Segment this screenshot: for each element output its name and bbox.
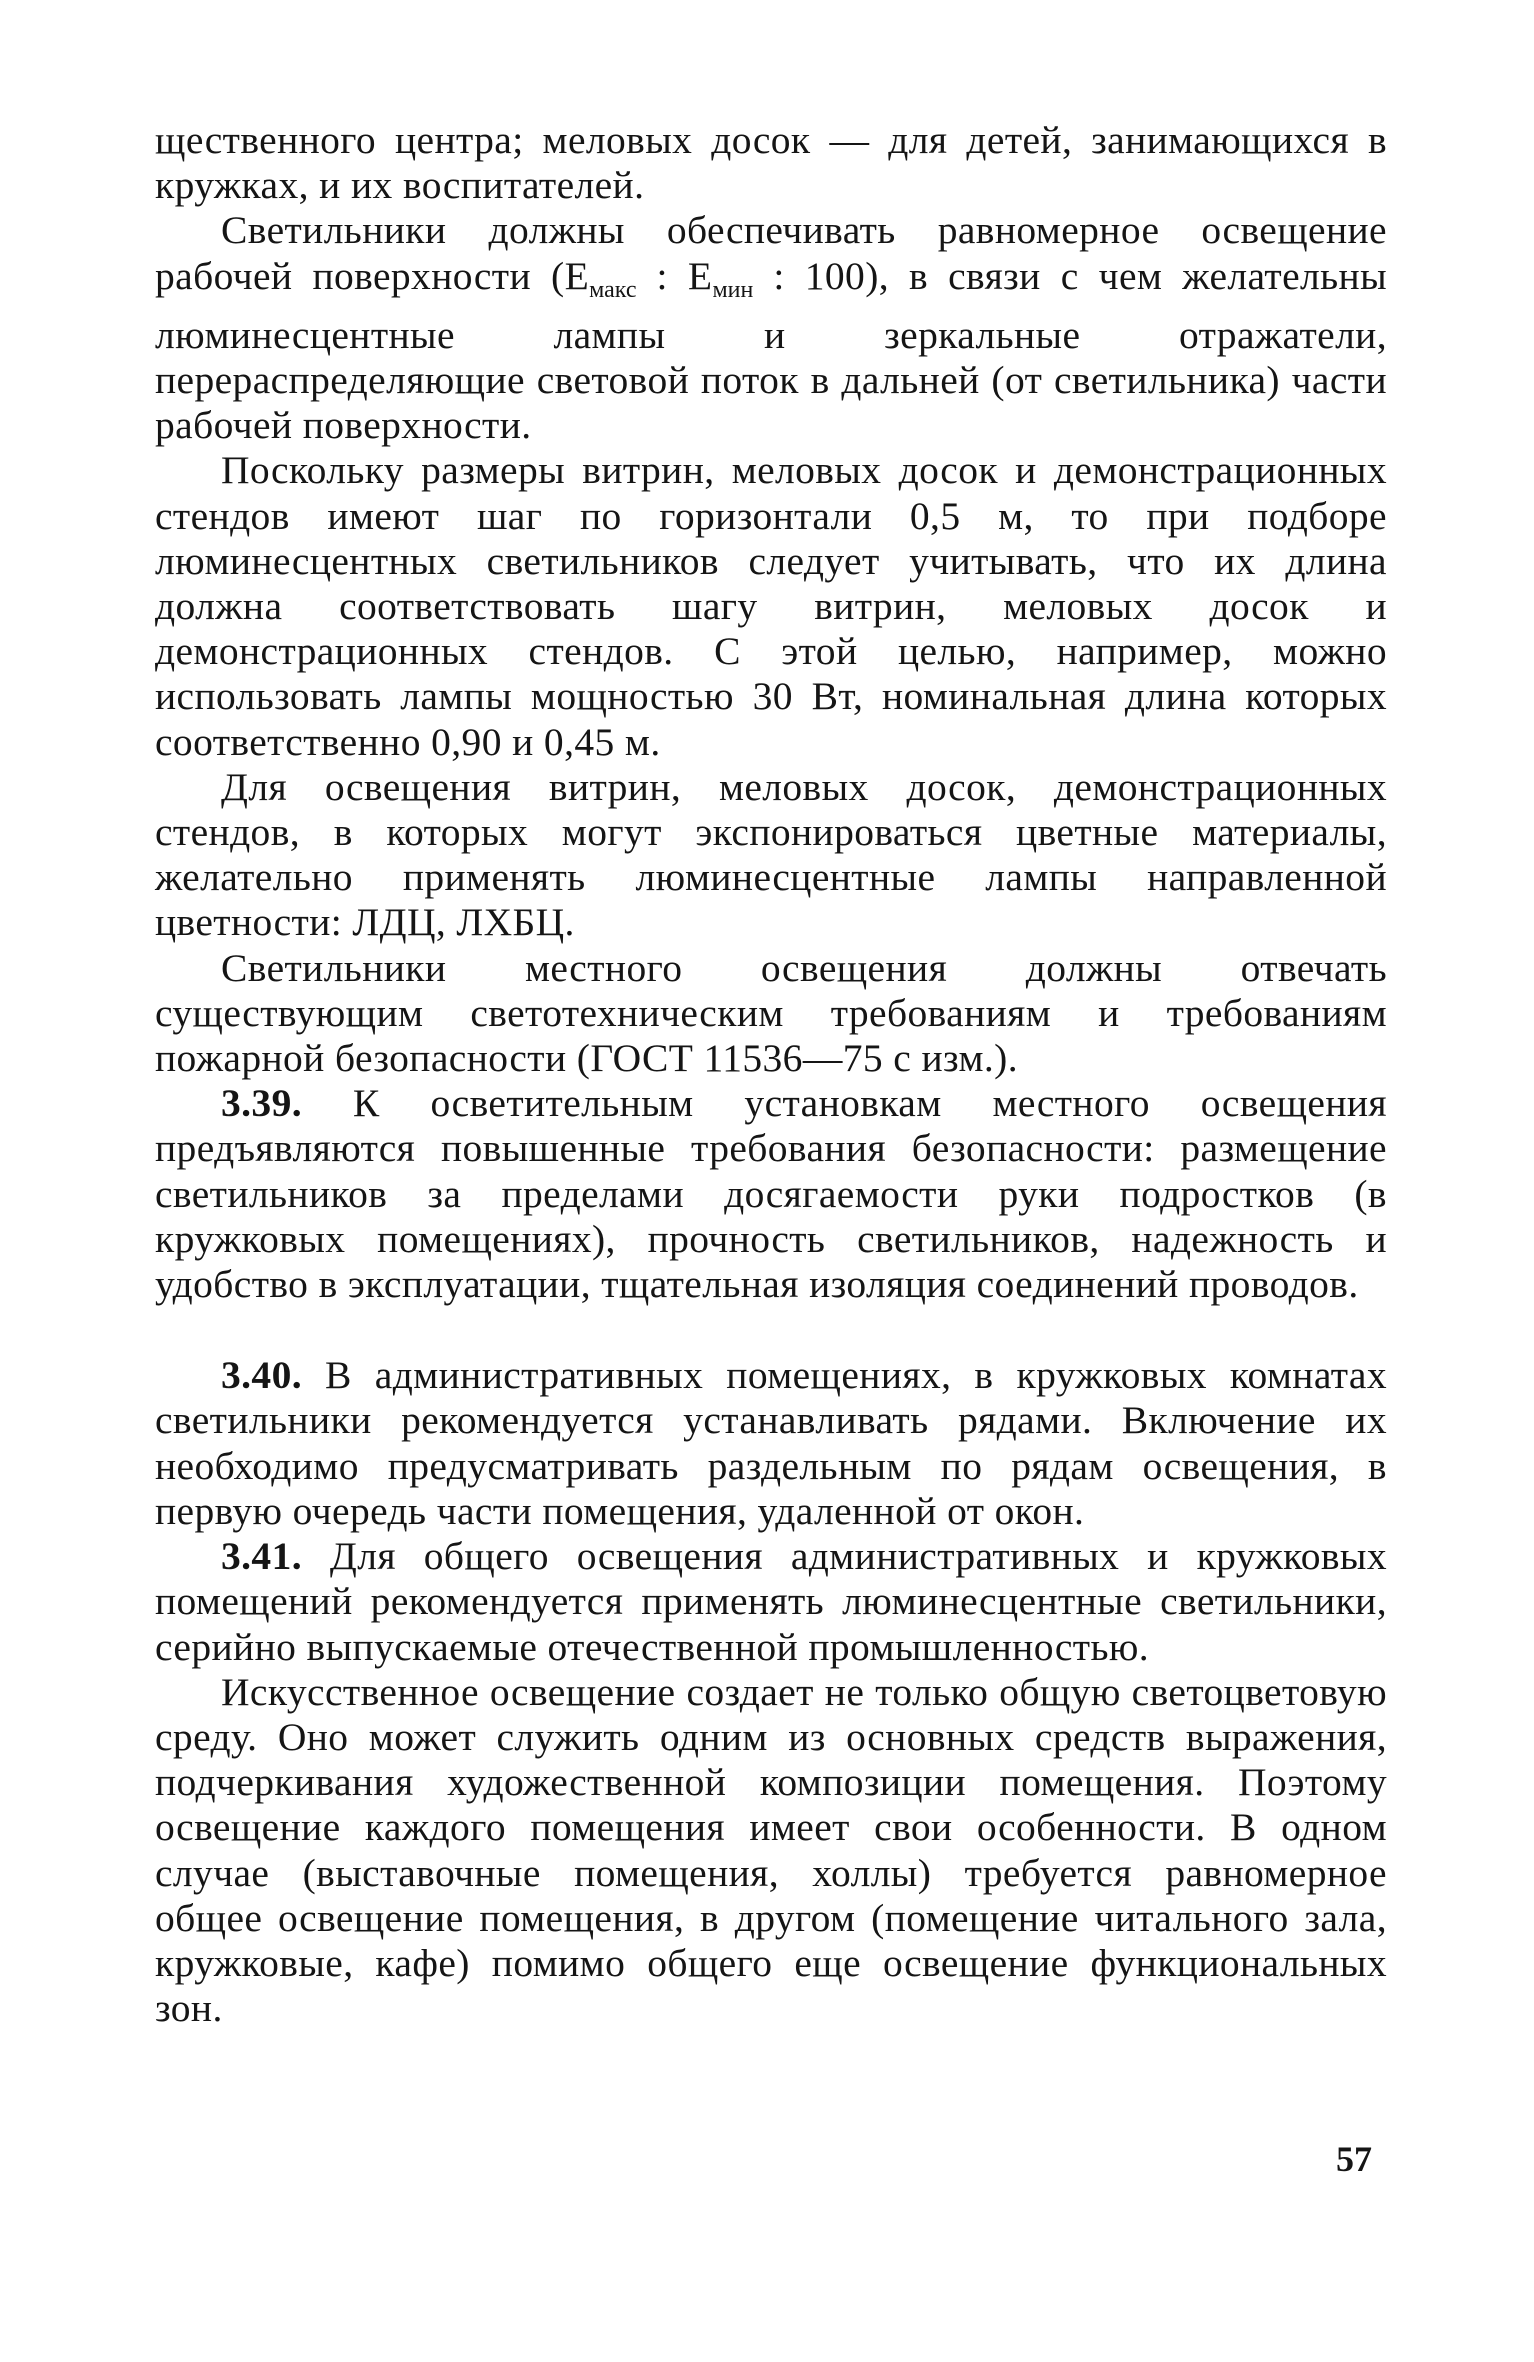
paragraph-showcase-step: Поскольку размеры витрин, меловых досок и демонстрационных стендов имеют шаг по горизонтали 0,5 м, то при подборе люминесцентных светильников следует учитывать, что их длина должна соответствовать шагу витрин, меловых досок и демонстрационных стендов. С этой целью, например, можно использовать лампы мощностью 30 Вт, номинальная длина которых соответственно 0,90 и 0,45 м. [155, 448, 1387, 764]
p2-text-b: : E [636, 253, 713, 298]
page-body [155, 118, 1387, 2031]
subscript-max: макс [589, 276, 637, 303]
paragraph-luminaires-uniformity [155, 208, 1387, 448]
p2-text-a: Светильники должны обеспечивать равномерное освещение рабочей поверхности (E [155, 208, 1387, 298]
section-3-41 [155, 1534, 1387, 1670]
section-number-3-40: 3.40. [221, 1353, 302, 1398]
section-3-39-text: К осветительным установкам местного освещения предъявляются повышенные требования безопасности: размещение светильников за пределами досягаемости руки подростков (в кружковых помещениях), прочность светильников, надежность и удобство в эксплуатации, тщательная изоляция соединений проводов. [155, 1081, 1387, 1307]
section-number-3-41: 3.41. [221, 1534, 302, 1579]
section-3-40-text: В административных помещениях, в кружковых комнатах светильники рекомендуется устанавливать рядами. Включение их необходимо предусматривать раздельным по рядам освещения, в первую очередь части помещения, удаленной от окон. [155, 1353, 1387, 1533]
section-3-41-text: Для общего освещения административных и кружковых помещений рекомендуется применять люминесцентные светильники, серийно выпускаемые отечественной промышленностью. [155, 1534, 1387, 1669]
paragraph-local-lighting: Светильники местного освещения должны отвечать существующим светотехническим требованиям и требованиям пожарной безопасности (ГОСТ 11536—75 с изм.). [155, 945, 1387, 1081]
p2-text-c: : 100), в связи с чем желательны люминесцентные лампы и зеркальные отражатели, перераспределяющие световой поток в дальней (от светильника) части рабочей поверхности. [155, 253, 1388, 448]
section-3-40 [155, 1353, 1387, 1534]
page-number: 57 [1336, 2139, 1372, 2179]
paragraph-colour-lamps: Для освещения витрин, меловых досок, демонстрационных стендов, в которых могут экспонироваться цветные материалы, желательно применять люминесцентные лампы направленной цветности: ЛДЦ, ЛХБЦ. [155, 764, 1387, 945]
paragraph-artificial-lighting: Искусственное освещение создает не только общую светоцветовую среду. Оно может служить одним из основных средств выражения, подчеркивания художественной композиции помещения. Поэтому освещение каждого помещения имеет свои особенности. В одном случае (выставочные помещения, холлы) требуется равномерное общее освещение помещения, в другом (помещение читального зала, кружковые, кафе) помимо общего еще освещение функциональных зон. [155, 1669, 1387, 2031]
section-3-39 [155, 1081, 1387, 1307]
paragraph-continuation: щественного центра; меловых досок — для детей, занимающихся в кружках, и их воспитателей. [155, 118, 1387, 208]
section-number-3-39: 3.39. [221, 1081, 302, 1126]
subscript-min: мин [712, 276, 754, 303]
